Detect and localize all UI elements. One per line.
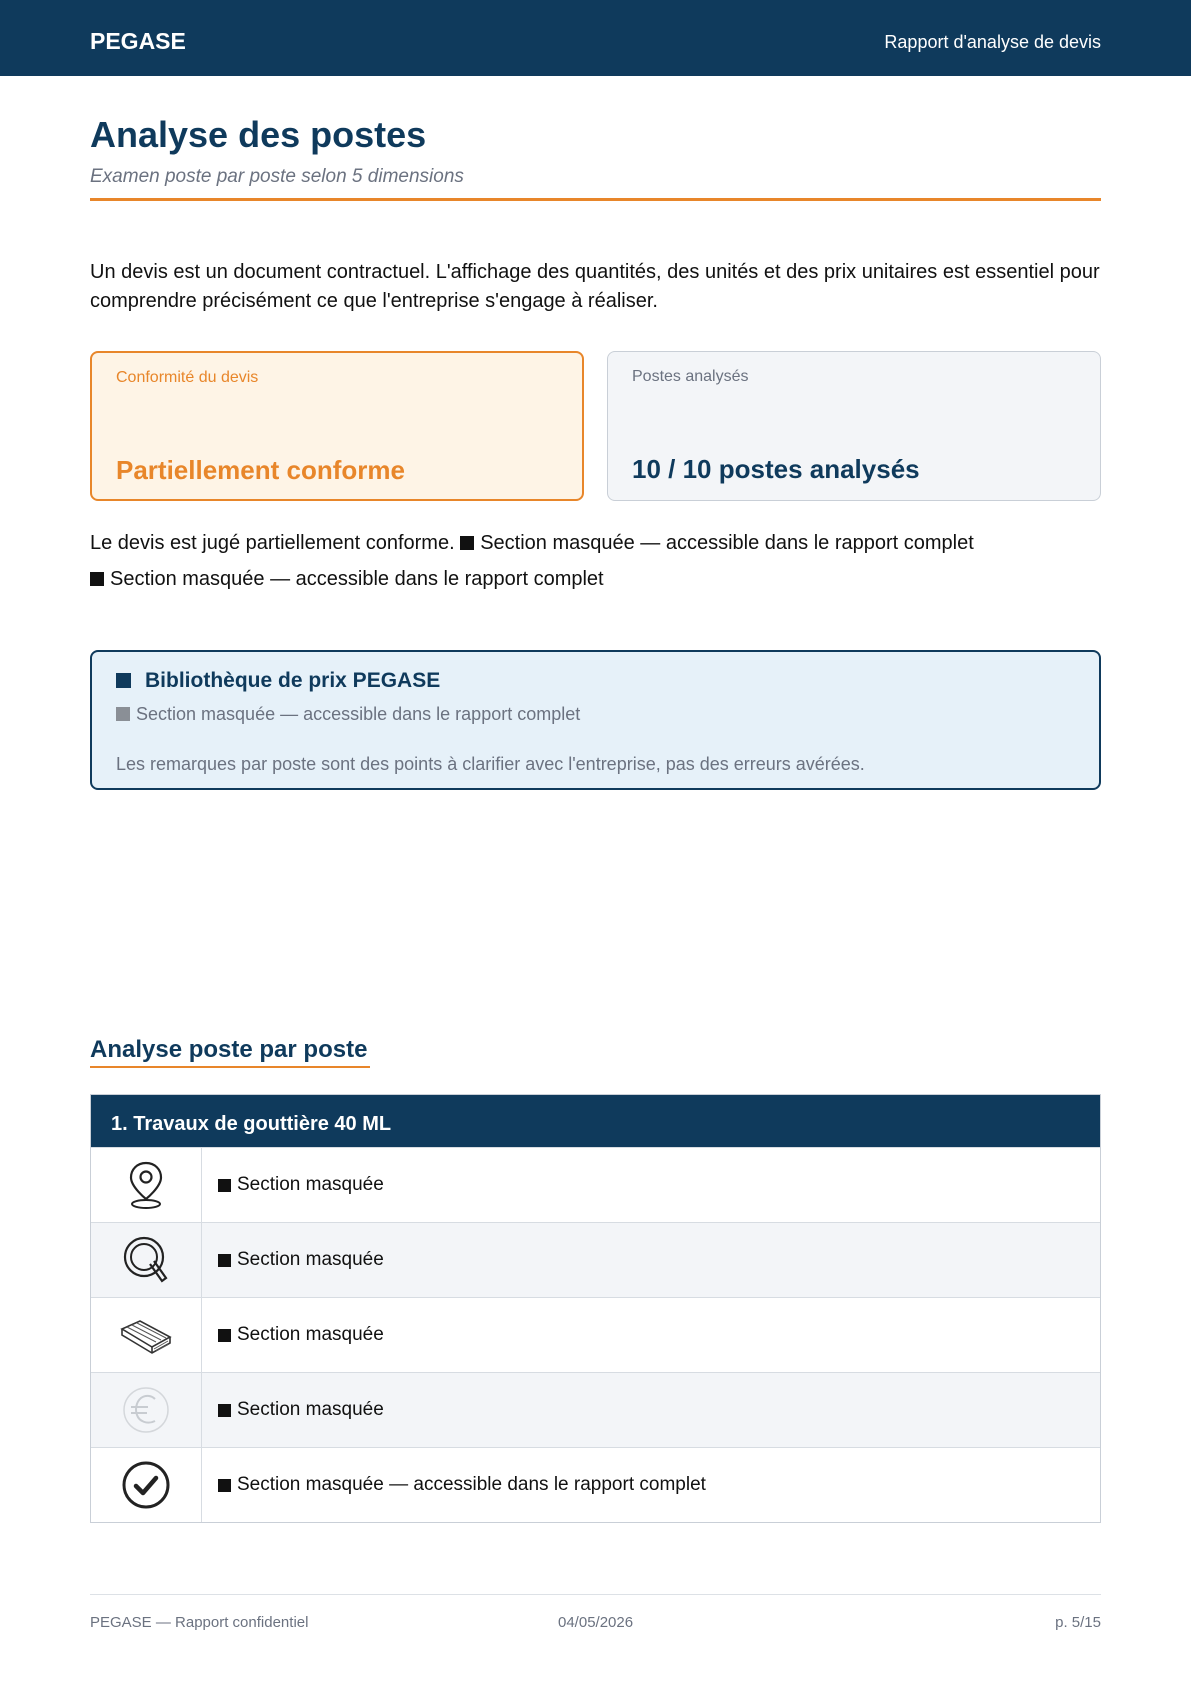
masked-section-text: Section masquée [237, 1399, 384, 1420]
infobox-title-text: Bibliothèque de prix PEGASE [145, 669, 441, 692]
masked-section-text: Section masquée [237, 1324, 384, 1345]
conformity-card [90, 351, 584, 501]
poste-row [91, 1222, 1100, 1297]
footer-confidential: PEGASE — Rapport confidentiel [90, 1614, 309, 1631]
check-circle-icon [91, 1448, 202, 1522]
euro-icon [91, 1373, 202, 1447]
footer-date: 04/05/2026 [558, 1614, 634, 1631]
masked-section-text: Section masquée — accessible dans le rapport complet [237, 1474, 706, 1495]
masked-square-icon [218, 1329, 231, 1342]
page-subtitle: Examen poste par poste selon 5 dimensions [90, 166, 464, 187]
masked-square-icon [218, 1404, 231, 1417]
materials-stack-icon [91, 1298, 202, 1372]
poste-row-text [218, 1148, 384, 1222]
masked-square-icon [218, 1479, 231, 1492]
price-library-infobox [90, 650, 1101, 790]
section-title: Analyse poste par poste [90, 1036, 368, 1063]
conformity-label: Conformité du devis [116, 369, 259, 386]
poste-table [90, 1094, 1101, 1523]
masked-square-icon [218, 1254, 231, 1267]
poste-row-text [218, 1448, 706, 1522]
postes-label: Postes analysés [632, 368, 749, 385]
poste-row [91, 1147, 1100, 1222]
poste-row-text [218, 1298, 384, 1372]
masked-section-text: Section masquée — accessible dans le rapport complet [480, 532, 974, 554]
verdict-line-1 [90, 532, 1120, 555]
infobox-masked-line [116, 704, 580, 725]
poste-row-text [218, 1223, 384, 1297]
page-title: Analyse des postes [90, 114, 427, 155]
masked-square-icon [116, 707, 130, 721]
magnifier-q-icon [91, 1223, 202, 1297]
postes-value: 10 / 10 postes analysés [632, 454, 920, 484]
poste-row-text [218, 1373, 384, 1447]
title-divider [90, 198, 1101, 201]
masked-section-text: Section masquée [237, 1249, 384, 1270]
infobox-note: Les remarques par poste sont des points à clarifier avec l'entreprise, pas des erreurs avérées. [116, 754, 865, 774]
verdict-line-2 [90, 568, 1120, 591]
brand-name: PEGASE [90, 28, 186, 54]
masked-square-icon [90, 572, 104, 586]
footer-divider [90, 1594, 1101, 1595]
masked-square-icon [460, 536, 474, 550]
document-type: Rapport d'analyse de devis [884, 32, 1101, 52]
infobox-title [116, 669, 440, 693]
masked-section-text: Section masquée — accessible dans le rapport complet [136, 704, 581, 724]
top-header-bar [0, 0, 1191, 76]
section-title-underline [90, 1066, 370, 1068]
poste-header: 1. Travaux de gouttière 40 ML [91, 1095, 1100, 1147]
poste-row [91, 1372, 1100, 1447]
intro-paragraph: Un devis est un document contractuel. L'affichage des quantités, des unités et des prix unitaires est essentiel pour comprendre précisément ce que l'entreprise s'engage à réaliser. [90, 261, 1100, 312]
conformity-value: Partiellement conforme [116, 455, 405, 485]
footer-page-number: p. 5/15 [1055, 1614, 1101, 1631]
masked-section-text: Section masquée — accessible dans le rapport complet [110, 568, 604, 590]
location-pin-icon [91, 1148, 202, 1222]
poste-row [91, 1297, 1100, 1372]
masked-square-icon [218, 1179, 231, 1192]
masked-section-text: Section masquée [237, 1174, 384, 1195]
verdict-text: Le devis est jugé partiellement conforme. [90, 532, 455, 554]
square-bullet-icon [116, 673, 131, 688]
poste-row [91, 1447, 1100, 1522]
postes-card [607, 351, 1101, 501]
